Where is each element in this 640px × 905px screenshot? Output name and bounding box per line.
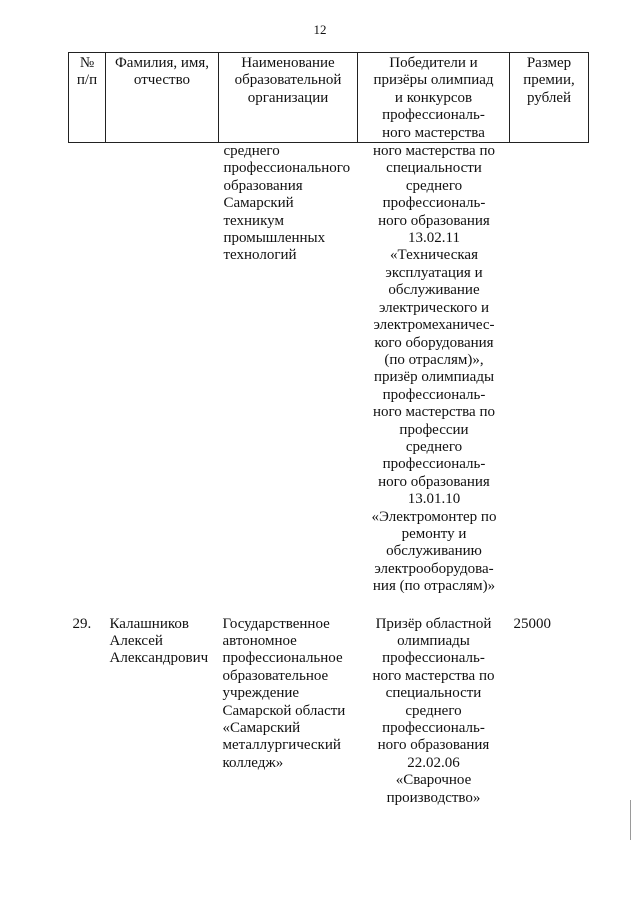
cell-number: 29. (72, 615, 92, 632)
table-row-continuation (69, 143, 589, 596)
cell-number (69, 143, 106, 596)
header-number: № п/п (69, 53, 106, 143)
cell-organization: среднего профессионального образования Самарский техникум промышленных технологий (223, 143, 351, 264)
header-row (69, 53, 589, 143)
scan-edge-mark (630, 800, 631, 840)
awards-table (68, 52, 589, 807)
cell-organization: Государственное автономное профессиональное образовательное учреждение Самарской области «Самарский металлургический колледж» (222, 615, 346, 771)
cell-name (106, 143, 219, 596)
header-achievement: Победители и призёры олимпиад и конкурсов профессиональ- ного мастерства (358, 53, 510, 143)
header-organization: Наименование образовательной организации (219, 53, 358, 143)
page-number: 12 (313, 22, 327, 37)
cell-amount: 25000 (513, 615, 551, 632)
table-header (69, 53, 589, 143)
table-row-29 (69, 596, 589, 807)
cell-achievement: ного мастерства по специальности среднего профессиональ- ного образования 13.02.11 «Техническая эксплуатация и обслуживание электрического и электромеханичес- кого оборудования (по отраслям)», призёр олимпиады профессиональ- ного мастерства по профессии среднего профессиональ- ного образования 13.01.10 «Электромонтер по ремонту и обслуживанию электрооборудова- ния (по отраслям)» (371, 143, 497, 595)
cell-name: Калашников Алексей Александрович (109, 615, 209, 667)
cell-achievement: Призёр областной олимпиады профессиональ- ного мастерства по специальности среднего профессиональ- ного образования 22.02.06 «Сварочное производство» (372, 615, 495, 806)
header-name: Фамилия, имя, отчество (106, 53, 219, 143)
header-amount: Размер премии, рублей (510, 53, 589, 143)
cell-amount (510, 143, 589, 596)
